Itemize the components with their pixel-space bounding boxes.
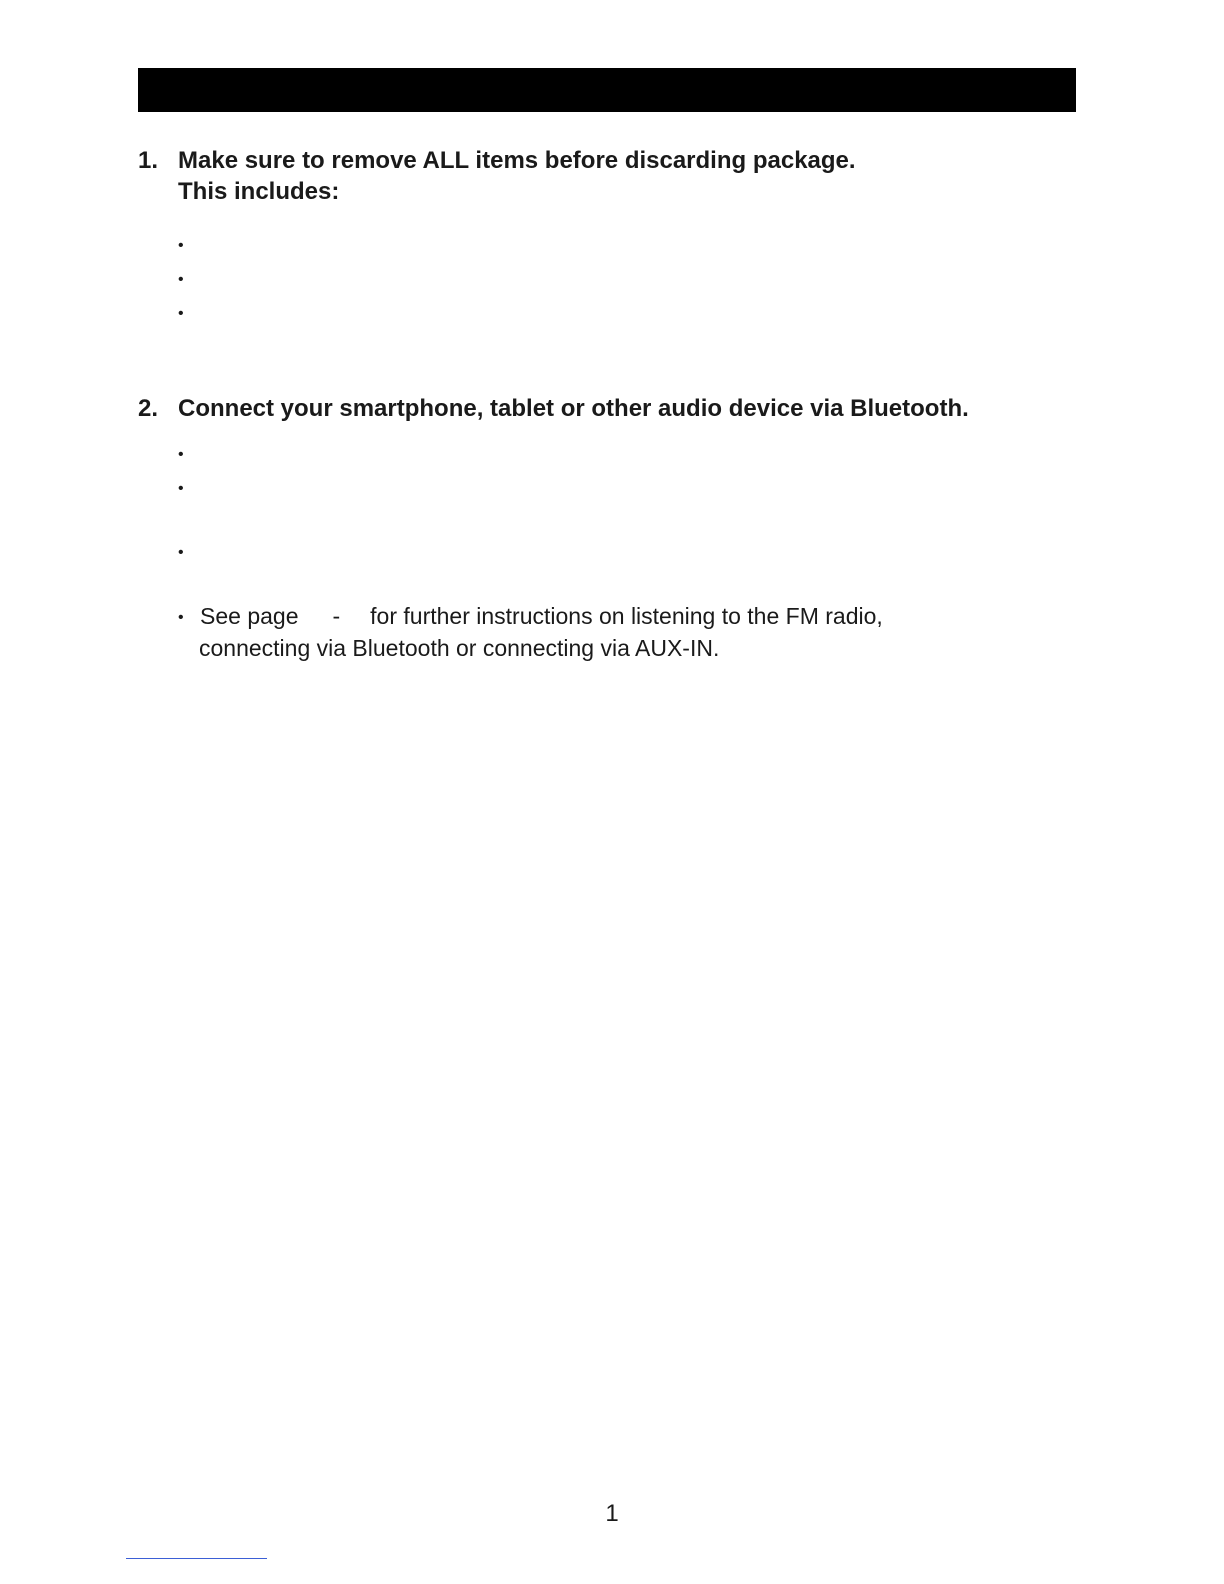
step-1-title: Make sure to remove ALL items before discarding package.	[178, 147, 856, 174]
step-2-bullet-1: •	[178, 446, 184, 463]
further-instructions-note	[178, 601, 883, 663]
step-2-number: 2.	[138, 395, 159, 422]
note-see-page: See page	[200, 603, 299, 629]
step-1-bullet-1: •	[178, 237, 184, 254]
header-bar	[138, 68, 1076, 112]
page-number: 1	[605, 1500, 619, 1527]
note-dash: -	[332, 603, 341, 629]
note-line-2: connecting via Bluetooth or connecting via AUX-IN.	[199, 635, 720, 661]
note-line-1	[178, 601, 883, 633]
note-line-1-rest: for further instructions on listening to the FM radio,	[370, 603, 883, 629]
step-1-number: 1.	[138, 147, 159, 174]
step-2-bullet-2: •	[178, 480, 184, 497]
step-1-bullet-2: •	[178, 271, 184, 288]
note-bullet: •	[178, 609, 184, 626]
step-2-title: Connect your smartphone, tablet or other audio device via Bluetooth.	[178, 395, 969, 422]
step-1-subtitle: This includes:	[178, 178, 340, 205]
step-1-bullet-3: •	[178, 305, 184, 322]
step-2-bullet-3: •	[178, 544, 184, 561]
footer-rule	[126, 1558, 267, 1559]
